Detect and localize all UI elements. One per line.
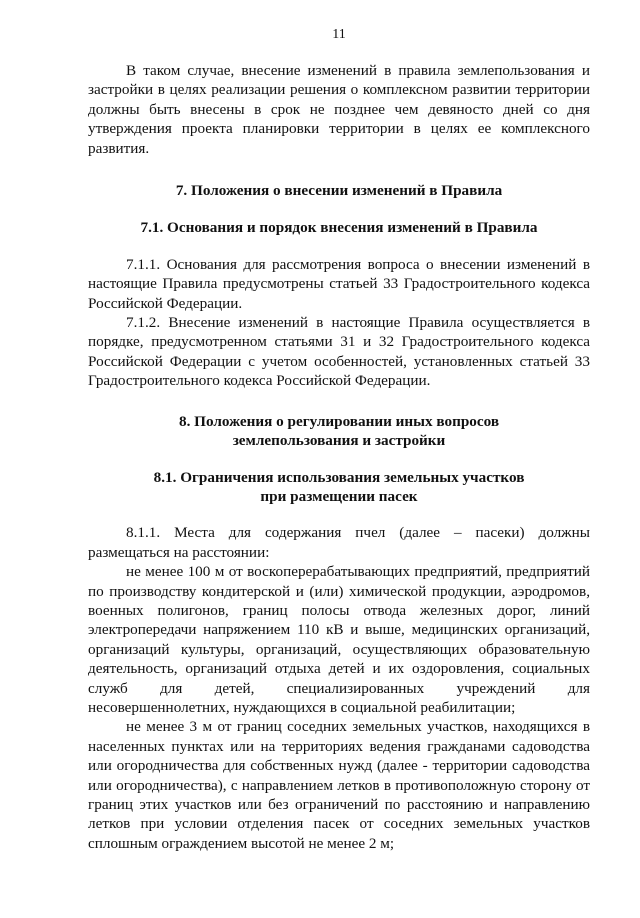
subsection-8-1-heading-line-1: 8.1. Ограничения использования земельных участков <box>153 468 525 486</box>
section-8-heading-line-1: 8. Положения о регулировании иных вопросов <box>178 412 500 430</box>
page-number: 11 <box>332 27 346 42</box>
section-7-heading: 7. Положения о внесении изменений в Правила <box>175 182 503 200</box>
paragraph-7-1-1: 7.1.1. Основания для рассмотрения вопроса о внесении изменений в настоящие Правила предусмотрены статьей 33 Градостроительного кодекса Российской Федерации. <box>88 255 590 312</box>
subsection-8-1-heading-line-2: при размещении пасек <box>260 487 418 505</box>
section-8-heading-line-2: землепользования и застройки <box>232 432 446 450</box>
subsection-7-1-heading: 7.1. Основания и порядок внесения изменений в Правила <box>140 219 538 237</box>
section-8-heading <box>88 412 590 451</box>
paragraph-8-1-1: 8.1.1. Места для содержания пчел (далее – пасеки) должны размещаться на расстоянии: <box>88 524 590 561</box>
intro-paragraph: В таком случае, внесение изменений в правила землепользования и застройки в целях реализации решения о комплексном развитии территории должны быть внесены в срок не позднее чем девяносто дней со дня утверждения проекта планировки территории в целях ее комплексного развития. <box>88 62 590 157</box>
list-item-100m: не менее 100 м от воскоперерабатывающих предприятий, предприятий по производству кондитерской и (или) химической продукции, аэродромов, военных полигонов, границ полосы отвода железных дорог, линий электропередачи напряжением 110 кВ и выше, медицинских организаций, организаций культуры, организаций, осуществляющих образовательную деятельность, организаций отдыха детей и их оздоровления, социальных служб для детей, специализированных учреждений для несовершеннолетних, нуждающихся в социальной реабилитации; <box>88 563 590 716</box>
document-page <box>88 26 590 853</box>
list-item-3m: не менее 3 м от границ соседних земельных участков, находящихся в населенных пунктах или на территориях ведения гражданами садоводства или огородничества для собственных нужд (далее - территории садоводства или огородничества), с направлением летков в противоположную сторону от границ этих участков или без ограничений по расстоянию и направлению летков при условии отделения пасек от соседних земельных участков сплошным ограждением высотой не менее 2 м; <box>88 718 590 852</box>
subsection-8-1-heading <box>88 468 590 507</box>
paragraph-7-1-2: 7.1.2. Внесение изменений в настоящие Правила осуществляется в порядке, предусмотренном статьями 31 и 32 Градостроительного кодекса Российской Федерации с учетом особенностей, установленных статьей 33 Градостроительного кодекса Российской Федерации. <box>88 314 590 390</box>
